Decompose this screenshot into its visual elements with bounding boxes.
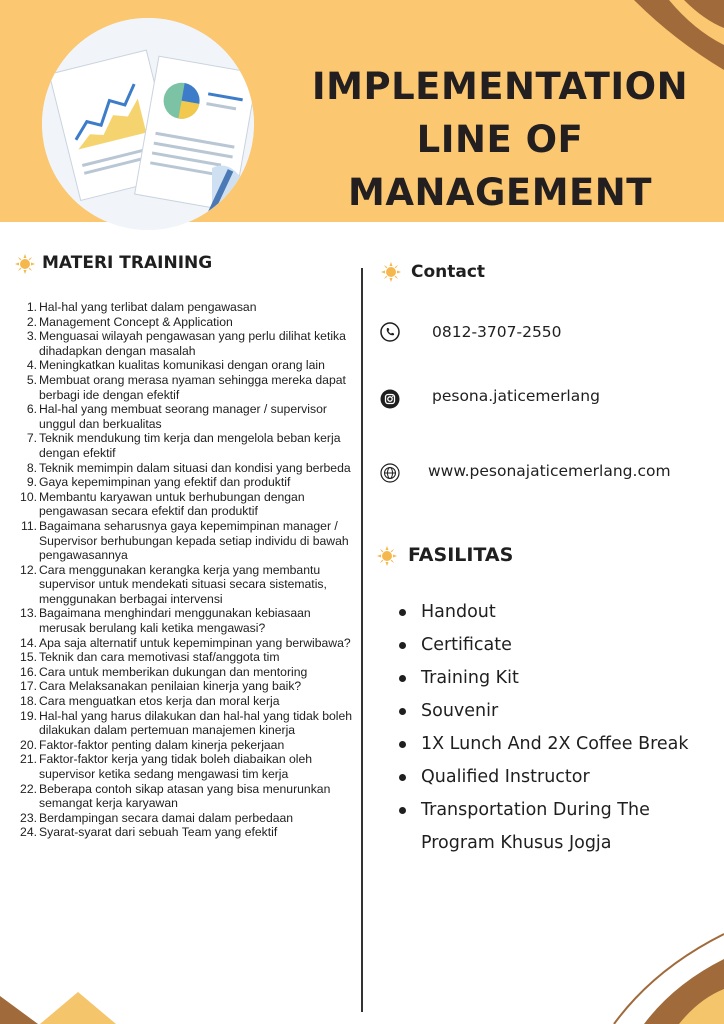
instagram-handle[interactable]: pesona.jaticemerlang [432, 387, 600, 405]
training-item-number: 8. [26, 460, 37, 475]
page-title [300, 60, 700, 219]
training-item-number: 23. [20, 810, 37, 825]
training-item-text: Bagaimana seharusnya gaya kepemimpinan manager / Supervisor berhubungan kepada setiap individu di bawah pengawasannya [39, 518, 349, 563]
training-item [18, 519, 358, 563]
training-item [18, 665, 358, 680]
sun-icon [15, 254, 35, 274]
training-item [18, 329, 358, 358]
training-item-number: 22. [20, 781, 37, 796]
instagram-icon [380, 389, 400, 409]
globe-icon [380, 463, 400, 483]
training-item-number: 7. [26, 431, 37, 446]
phone-number[interactable]: 0812-3707-2550 [432, 323, 562, 341]
training-item-text: Cara Melaksanakan penilaian kinerja yang baik? [39, 679, 302, 694]
training-item [18, 679, 358, 694]
bullet-icon [399, 708, 406, 715]
training-item [18, 315, 358, 330]
facility-item [399, 596, 699, 629]
training-item-number: 14. [20, 635, 37, 650]
training-item [18, 782, 358, 811]
training-item-number: 6. [26, 402, 37, 417]
training-item-number: 21. [20, 752, 37, 767]
training-item-number: 3. [26, 329, 37, 344]
facility-item-text: Transportation During The Program Khusus Jogja [421, 800, 650, 853]
bullet-icon [399, 807, 406, 814]
training-item [18, 825, 358, 840]
training-item-text: Meningkatkan kualitas komunikasi dengan orang lain [39, 358, 325, 373]
training-item-text: Hal-hal yang membuat seorang manager / supervisor unggul dan berkualitas [39, 402, 327, 431]
training-item-text: Teknik memimpin dalam situasi dan kondisi yang berbeda [39, 460, 351, 475]
training-item [18, 475, 358, 490]
facility-item-text: Certificate [421, 635, 512, 655]
training-item-number: 1. [26, 300, 37, 314]
facility-item [399, 629, 699, 662]
training-item-text: Beberapa contoh sikap atasan yang bisa menurunkan semangat kerja karyawan [39, 781, 331, 811]
training-item-number: 13. [20, 606, 37, 621]
training-item-number: 15. [20, 650, 37, 665]
facility-item-text: Training Kit [421, 668, 519, 688]
training-item-number: 4. [26, 358, 37, 373]
training-item-text: Cara untuk memberikan dukungan dan mentoring [39, 664, 308, 679]
training-item [18, 431, 358, 460]
training-item-text: Berdampingan secara damai dalam perbedaan [39, 810, 294, 825]
training-item [18, 709, 358, 738]
training-item [18, 373, 358, 402]
bullet-icon [399, 741, 406, 748]
contact-heading: Contact [411, 262, 486, 282]
facility-item-text: Souvenir [421, 701, 499, 721]
training-item-text: Cara menguatkan etos kerja dan moral kerja [39, 694, 280, 709]
training-item [18, 811, 358, 826]
training-item-text: Hal-hal yang terlibat dalam pengawasan [39, 300, 257, 314]
title-line-1: IMPLEMENTATION [311, 65, 689, 108]
training-item-number: 16. [20, 664, 37, 679]
training-item [18, 606, 358, 635]
facility-item-text: Qualified Instructor [421, 767, 590, 787]
bottom-left-decoration [0, 974, 200, 1024]
training-item-text: Menguasai wilayah pengawasan yang perlu dilihat ketika dihadapkan dengan masalah [39, 329, 346, 358]
illustration-circle [42, 18, 254, 230]
training-item-number: 18. [20, 694, 37, 709]
sun-icon [377, 546, 397, 566]
training-item-text: Management Concept & Application [39, 314, 233, 329]
training-item-text: Faktor-faktor kerja yang tidak boleh diabaikan oleh supervisor ketika sedang mengawasi tim kerja [39, 752, 313, 781]
bullet-icon [399, 774, 406, 781]
training-item-text: Teknik dan cara memotivasi staf/anggota tim [39, 650, 280, 665]
bullet-icon [399, 609, 406, 616]
training-item [18, 563, 358, 607]
training-heading: MATERI TRAINING [42, 253, 213, 273]
training-item-text: Bagaimana menghindari menggunakan kebiasaan merusak berulang kali ketika mengawasi? [39, 606, 311, 636]
training-item-number: 9. [26, 475, 37, 490]
facilities-heading: FASILITAS [408, 544, 514, 566]
training-item [18, 490, 358, 519]
training-item-number: 11. [20, 518, 37, 533]
training-item [18, 300, 358, 315]
training-item [18, 694, 358, 709]
training-item-text: Apa saja alternatif untuk kepemimpinan yang berwibawa? [39, 635, 351, 650]
training-item [18, 402, 358, 431]
training-item-text: Gaya kepemimpinan yang efektif dan produktif [39, 475, 291, 490]
training-item [18, 738, 358, 753]
website-link[interactable]: www.pesonajaticemerlang.com [428, 462, 671, 480]
facility-item [399, 695, 699, 728]
sun-icon [381, 262, 401, 282]
facility-item [399, 794, 699, 860]
training-list [18, 300, 358, 840]
training-item-text: Teknik mendukung tim kerja dan mengelola beban kerja dengan efektif [39, 431, 341, 460]
training-item-number: 19. [20, 708, 37, 723]
training-item-number: 12. [20, 562, 37, 577]
column-divider [361, 268, 363, 1012]
training-item [18, 461, 358, 476]
phone-icon [380, 322, 400, 342]
training-item-number: 10. [20, 489, 37, 504]
training-item-text: Syarat-syarat dari sebuah Team yang efektif [39, 825, 278, 840]
title-line-3: MANAGEMENT [348, 171, 652, 214]
facility-item [399, 728, 699, 761]
training-item-number: 5. [26, 372, 37, 387]
title-line-2: LINE OF [416, 118, 584, 161]
facility-item [399, 662, 699, 695]
bullet-icon [399, 642, 406, 649]
training-item-number: 20. [20, 737, 37, 752]
report-illustration [42, 18, 254, 230]
training-item-number: 24. [20, 825, 37, 840]
training-item-text: Faktor-faktor penting dalam kinerja pekerjaan [39, 737, 285, 752]
training-item-text: Cara menggunakan kerangka kerja yang membantu supervisor untuk mendekati situasi secara sistematis, menggunakan berbagai intervensi [39, 562, 327, 606]
facility-item [399, 761, 699, 794]
facility-item-text: Handout [421, 602, 496, 622]
training-item-number: 17. [20, 679, 37, 694]
facility-item-text: 1X Lunch And 2X Coffee Break [421, 734, 689, 754]
training-item [18, 650, 358, 665]
training-item [18, 752, 358, 781]
training-item [18, 358, 358, 373]
bottom-right-decoration [584, 914, 724, 1024]
training-item-text: Membantu karyawan untuk berhubungan dengan pengawasan secara efektif dan produktif [39, 489, 305, 519]
facilities-list [399, 596, 699, 860]
training-item-text: Membuat orang merasa nyaman sehingga mereka dapat berbagi ide dengan efektif [39, 372, 346, 402]
bullet-icon [399, 675, 406, 682]
training-item [18, 636, 358, 651]
training-item-text: Hal-hal yang harus dilakukan dan hal-hal yang tidak boleh dilakukan dalam pertemuan manajemen kinerja [39, 708, 353, 738]
training-item-number: 2. [26, 314, 37, 329]
